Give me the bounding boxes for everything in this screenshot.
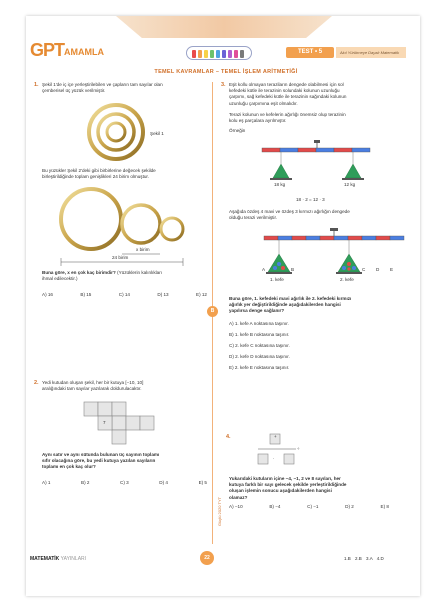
q2-option-c[interactable]: C) 3	[120, 480, 129, 485]
q3-intro-line: kefedeki kütle ile terazinin solundaki kolunun uzunluğu	[229, 88, 340, 94]
test-label: TEST • 5	[286, 47, 334, 58]
q3-intro3-line: Aşağıda özdeş 4 mavi ve özdeş 3 kırmızı ağırlığın dengede	[229, 209, 350, 214]
q1-intro-line: Şekil 1'de iç içe yerleştirilebilen ve çapların tam sayılar olan	[42, 82, 163, 87]
q2-question	[42, 452, 210, 471]
test-subtitle: Akıl Yürütmeye Dayalı Matematik	[336, 47, 406, 58]
q4-question-line: oluşan işlemin sonucu aşağıdakilerden hangisi	[229, 488, 332, 494]
q4-options	[229, 504, 389, 509]
q2-intro-line: aralığındaki tam sayılar yazılarak doldurulacaktır.	[42, 386, 142, 392]
point-b: B	[291, 267, 295, 272]
op-div: ÷	[297, 446, 300, 451]
point-d: D	[376, 267, 380, 272]
q3-example: Örneğin	[229, 128, 246, 133]
balance-equation: 18 · 2 = 12 · 3	[296, 197, 325, 202]
q3-option-a[interactable]: A) 1. kefe A noktasına taşınır.	[229, 321, 289, 326]
seven-box-grid	[84, 402, 160, 458]
q4-number: 4.	[226, 434, 231, 440]
logo-sub: AMAMLA	[64, 47, 104, 57]
q2-question-line: Aynı satır ve aynı sütunda bulunan üç sayının toplamı	[42, 452, 160, 457]
q1-option-d[interactable]: D) 13	[157, 292, 169, 297]
q3-number: 3.	[221, 82, 226, 88]
side-brand-text: Güçlü 2020 TYT	[217, 496, 222, 526]
main-balance-figure	[264, 228, 404, 292]
q3-option-b[interactable]: B) 1. kefe B noktasına taşınır.	[229, 332, 290, 337]
q1-option-c[interactable]: C) 14	[118, 292, 130, 297]
q2-intro-line: Yedi kutudan oluşan şekil, her bir kutuya [−10, 10]	[42, 380, 144, 385]
q1-mid	[42, 168, 210, 180]
q1-option-e[interactable]: E) 12	[196, 292, 207, 297]
q2-number: 2.	[34, 380, 39, 386]
q1-question-note2: ihmal edilecektir.)	[42, 276, 78, 282]
op-plus: +	[274, 434, 277, 439]
right-mass-label: 12 kg	[344, 182, 356, 187]
publisher-sub: YAYINLARI	[60, 556, 87, 562]
q3-intro-line: uzunluğu çarpımına eşit olmalıdır.	[229, 100, 298, 106]
q2-options	[42, 480, 207, 485]
x-width-label: x birim	[136, 247, 150, 252]
pan-2-label: 2. kefe	[340, 277, 354, 282]
q4-question-line: Yukarıdaki kutuların içine −4, −1, 2 ve 8 sayıları, her	[229, 476, 341, 481]
q3-intro-line: Eşit kollu olmayan teraziların dengede olabilmesi için sol	[229, 82, 344, 87]
q3-question	[229, 296, 411, 315]
operation-boxes	[256, 434, 316, 474]
q3-question-line: yapılırsa denge sağlanır?	[229, 308, 285, 314]
q1-options	[42, 292, 207, 297]
q3-option-e[interactable]: E) 2. kefe E noktasına taşınır.	[229, 365, 290, 370]
q3-intro	[229, 82, 409, 107]
q3-option-c[interactable]: C) 2. kefe C noktasına taşınır.	[229, 343, 290, 348]
q1-question-bold: Buna göre, x en çok kaç birimdir?	[42, 270, 116, 275]
q1-number: 1.	[34, 82, 39, 88]
logo-main: GPT	[30, 40, 65, 60]
header-band	[116, 16, 332, 38]
worksheet-page	[26, 16, 420, 596]
q4-option-e[interactable]: E) 8	[380, 504, 389, 509]
q4-question-line: kutuya farklı bir sayı gelecek şekilde yerleştirildiğinde	[229, 482, 347, 488]
q1-intro-line: çemberisel üç yüzük verilmiştir.	[42, 88, 106, 94]
q3-intro3-line: olduğu terazi verilmiştir.	[229, 215, 277, 221]
q3-intro2-line: Terazi kolunun ve kefelerin ağırlığı önemsiz olup terazinin	[229, 112, 346, 117]
q1-option-a[interactable]: A) 16	[42, 292, 53, 297]
q3-options	[229, 318, 290, 373]
answer-key: 1.B 2.B 3.A 4.D	[344, 556, 384, 561]
q3-question-line: ağırlık yer değiştirildiğinde aşağıdakilerden hangisi	[229, 302, 341, 308]
color-pill-icon	[186, 46, 252, 60]
left-mass-label: 18 kg	[274, 182, 286, 187]
topic-title: TEMEL KAVRAMLAR – TEMEL İŞLEM ARİTMETİĞİ	[154, 69, 298, 75]
pan-1-label: 1. kefe	[270, 277, 284, 282]
q1-mid-line: birleştirildiğinde toplam genişlikleri 24 birim olmuştur.	[42, 174, 149, 180]
q3-intro2	[229, 112, 409, 124]
q1-option-b[interactable]: B) 15	[80, 292, 92, 297]
q3-intro3	[229, 209, 409, 221]
q3-question-line: Buna göre, 1. kefedeki mavi ağırlık ile 2. kefedeki kırmızı	[229, 296, 352, 301]
q4-option-c[interactable]: C) −1	[307, 504, 319, 509]
fig1-label: Şekil 1	[150, 131, 164, 136]
q4-question	[229, 476, 411, 501]
three-rings-figure	[86, 102, 146, 162]
q1-intro	[42, 82, 207, 94]
q2-intro	[42, 380, 210, 392]
gpt-logo	[30, 40, 130, 62]
q4-option-d[interactable]: D) 2	[345, 504, 354, 509]
q1-mid-line: Bu yüzükler Şekil 2'deki gibi birbirlerine değecek şekilde	[42, 168, 156, 173]
point-c: C	[362, 267, 366, 272]
q4-option-b[interactable]: B) −4	[269, 504, 281, 509]
publisher-logo	[30, 556, 86, 562]
q2-option-b[interactable]: B) 2	[81, 480, 90, 485]
q2-option-e[interactable]: E) 5	[198, 480, 207, 485]
publisher-name: MATEMATİK	[30, 556, 60, 562]
point-a: A	[262, 267, 267, 272]
q4-question-line: olamaz?	[229, 494, 248, 500]
q3-intro-line: çarpımı, sağ kefedeki kütle ile terazinin sağındaki kolunun	[229, 94, 347, 100]
point-e: E	[390, 267, 394, 272]
op-mul: ·	[273, 456, 275, 461]
q2-question-line: sıfır olacağına göre, bu yedi kutuya yazılan sayıların	[42, 458, 156, 464]
q2-cell-mark: 7	[103, 420, 106, 425]
q1-question	[42, 270, 210, 282]
page-number: 22	[200, 551, 214, 565]
q2-option-a[interactable]: A) 1	[42, 480, 51, 485]
total-width-label: 24 birim	[112, 255, 129, 260]
q2-option-d[interactable]: D) 4	[159, 480, 168, 485]
q4-option-a[interactable]: A) −10	[229, 504, 243, 509]
q2-question-line: toplamı en çok kaç olur?	[42, 464, 96, 470]
q3-intro2-line: kolu eş parçalara ayrılmıştır.	[229, 118, 287, 124]
side-mark-badge: B	[207, 306, 218, 317]
q3-option-d[interactable]: D) 2. kefe D noktasına taşınır.	[229, 354, 290, 359]
q1-question-note: (Yüzüklerin kalınlıkları	[117, 270, 162, 275]
rings-in-row-figure	[58, 186, 198, 266]
